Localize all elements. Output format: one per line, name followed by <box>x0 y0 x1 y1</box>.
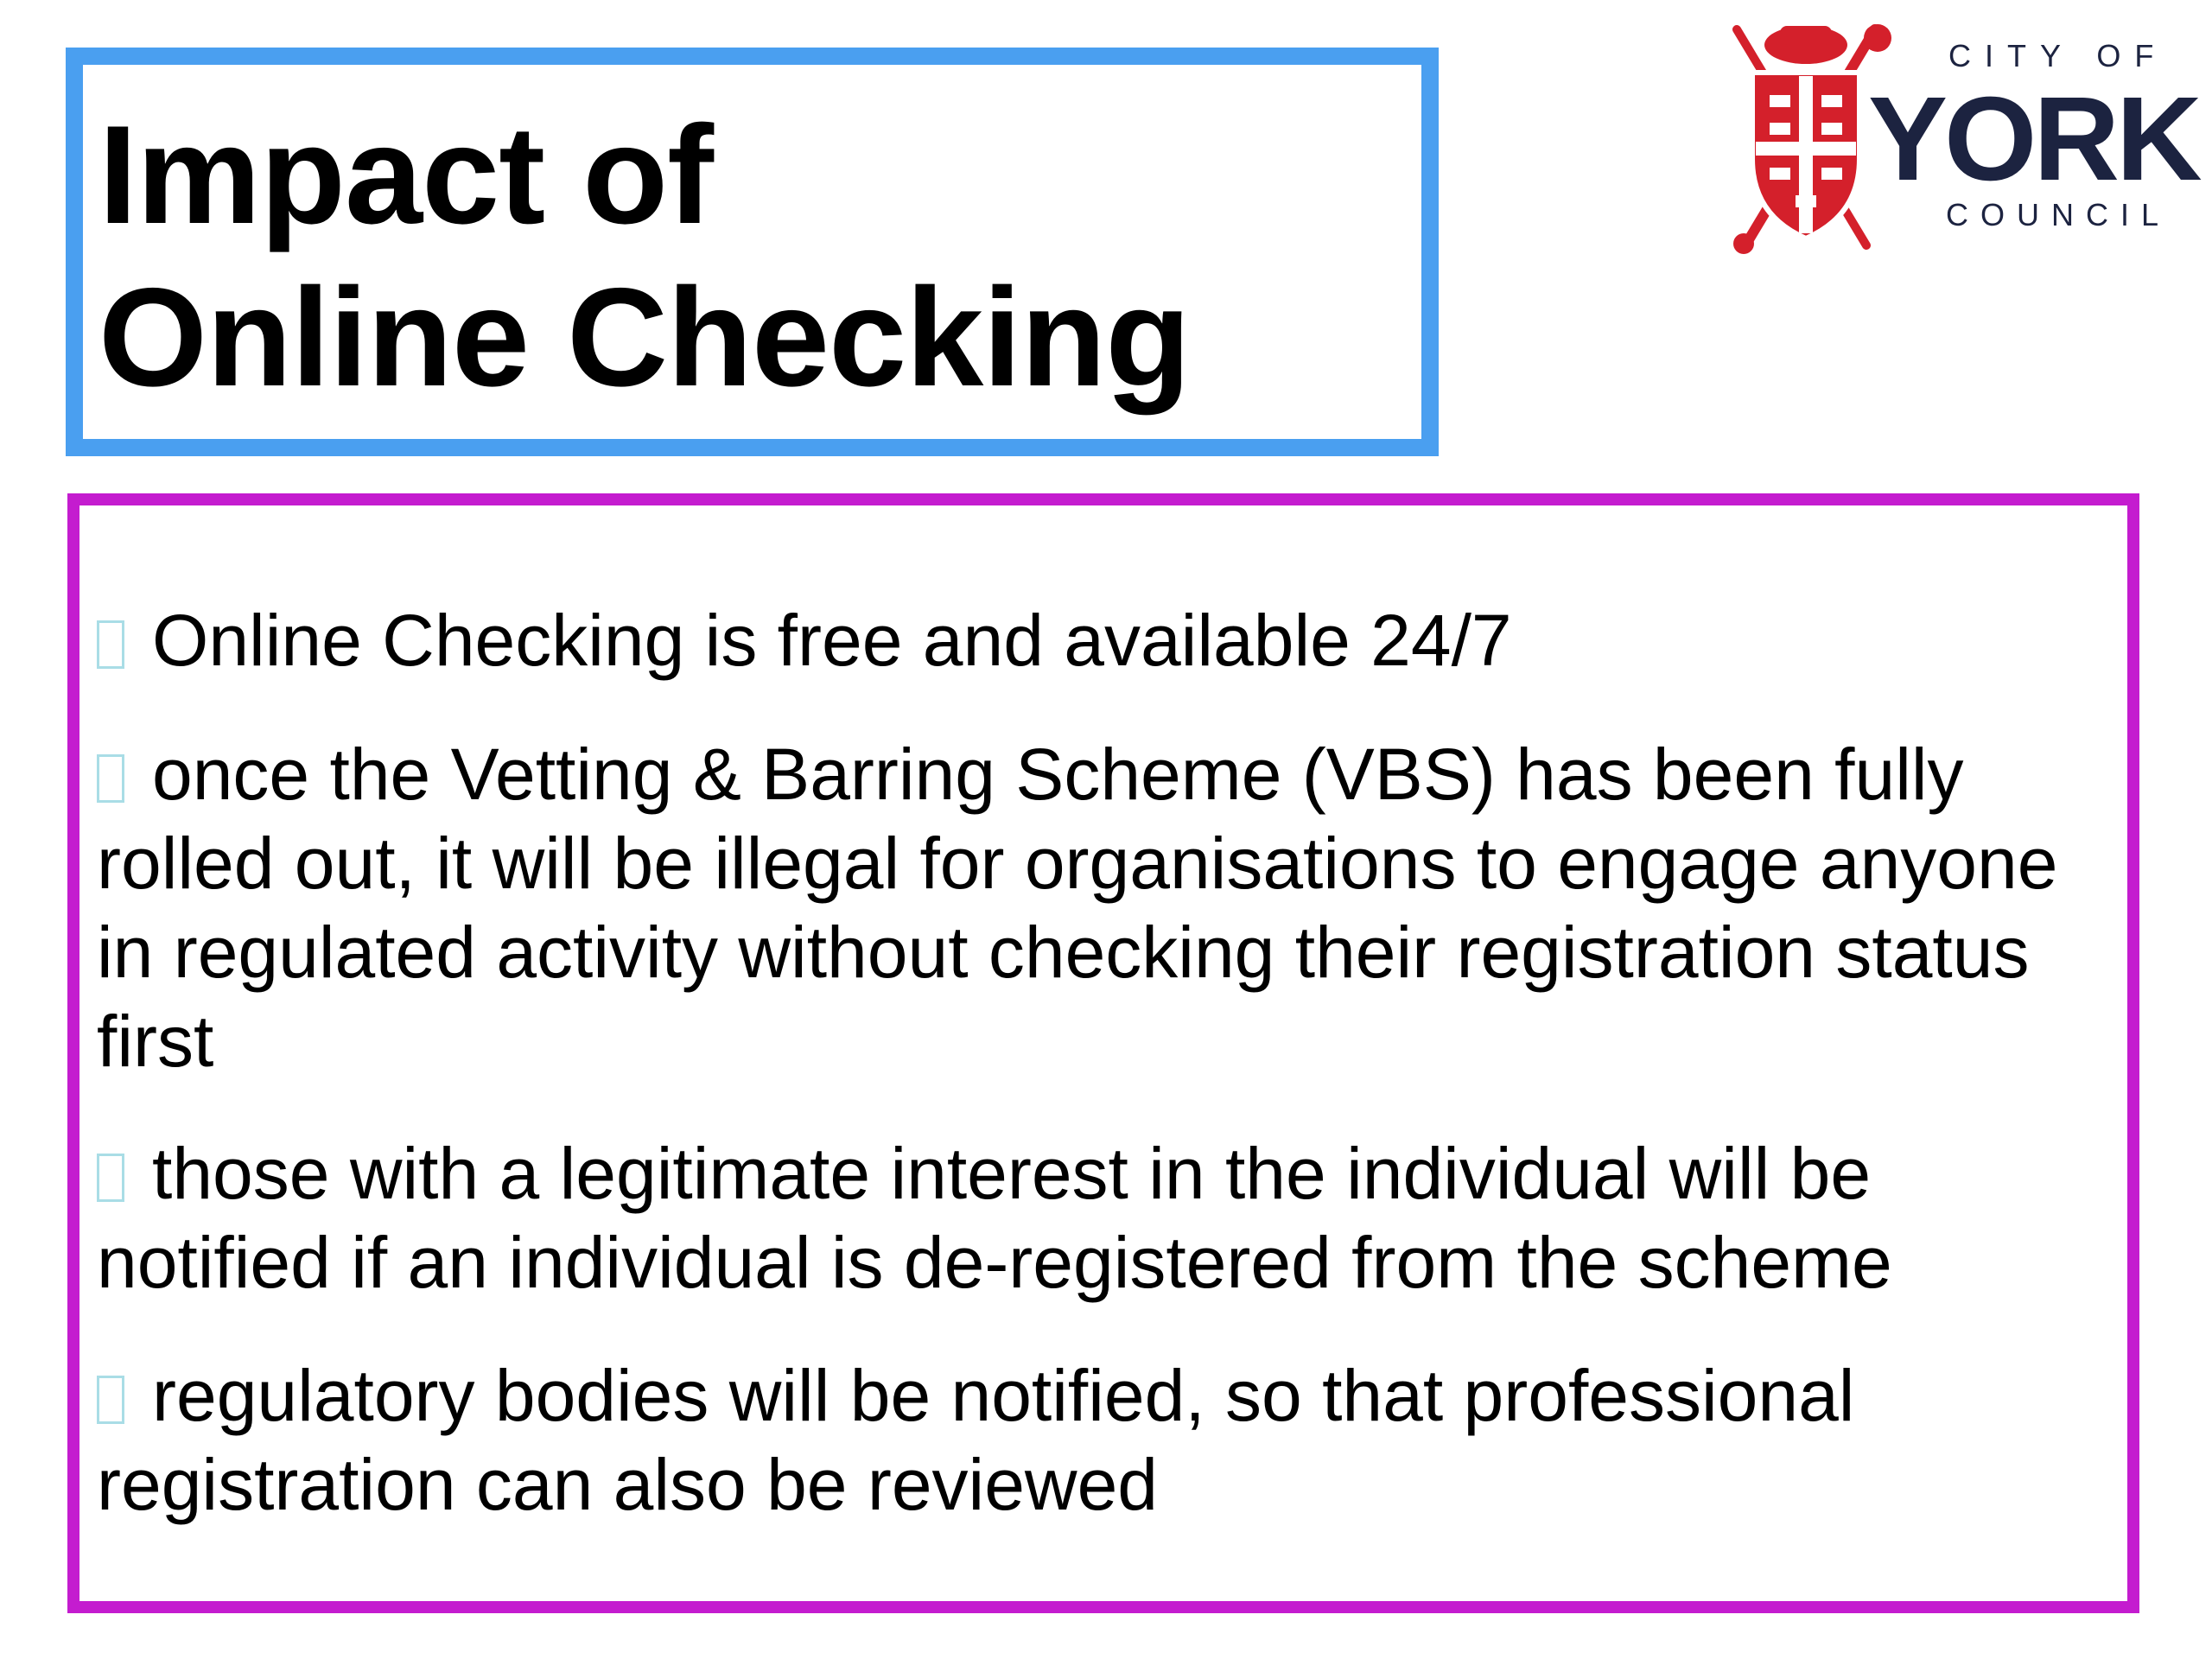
slide-title-line-2: Online Checking <box>99 259 1191 416</box>
bullet-text: regulatory bodies will be notified, so that professional registration can also be reviewed <box>97 1355 1855 1525</box>
york-crest-icon <box>1719 12 1892 263</box>
bullet-box-icon <box>97 1154 124 1202</box>
bullet-item <box>97 1351 2101 1529</box>
city-of-york-council-logo <box>1719 12 2203 263</box>
bullet-item <box>97 730 2101 1086</box>
logo-council-text: COUNCIL <box>1946 197 2171 232</box>
bullet-text: Online Checking is free and available 24/7 <box>152 600 1512 681</box>
slide-title-line-1: Impact of <box>99 97 714 253</box>
logo-city-of-text: CITY OF <box>1948 38 2168 73</box>
bullet-box-icon <box>97 620 124 669</box>
bullet-box-icon <box>97 754 124 803</box>
bullet-text: once the Vetting & Barring Scheme (VBS) has been fully rolled out, it will be illegal for organisations to engage anyone in regulated activity without checking their registration status first <box>97 734 2058 1082</box>
bullet-item <box>97 596 2101 685</box>
bullet-item <box>97 1129 2101 1307</box>
bullet-box-icon <box>97 1376 124 1424</box>
logo-york-text: YORK <box>1868 73 2199 206</box>
bullet-text: those with a legitimate interest in the individual will be notified if an individual is de-registered from the scheme <box>97 1133 1892 1303</box>
